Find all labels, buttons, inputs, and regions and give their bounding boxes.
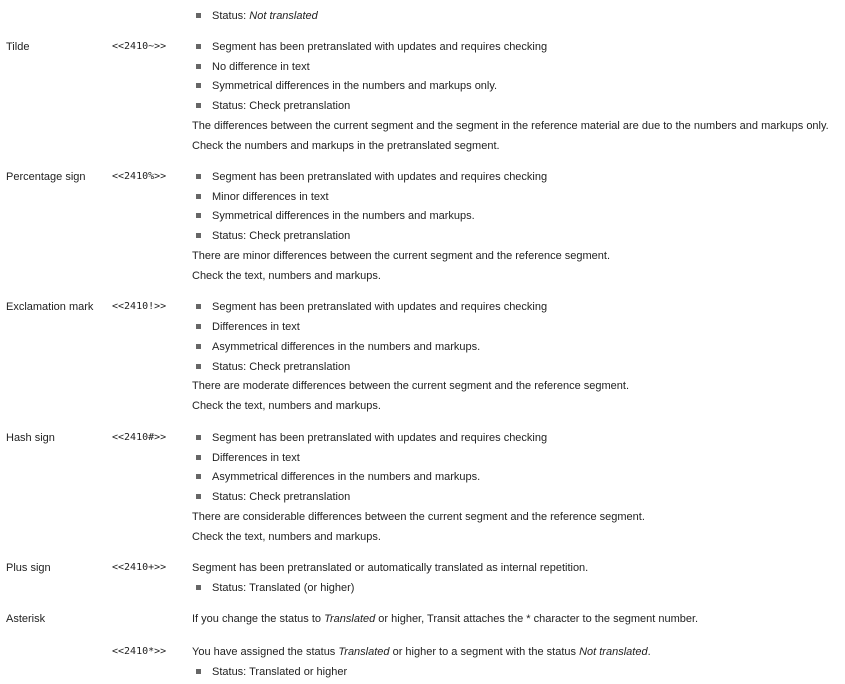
- bullet-marker: [196, 455, 201, 460]
- symbol-name-tilde: Tilde: [6, 41, 30, 53]
- bullet-marker: [196, 13, 201, 18]
- hash-bullet-3: Asymmetrical differences in the numbers and markups.: [212, 471, 481, 483]
- code-exclamation: <<2410!>>: [112, 301, 167, 312]
- bullet-marker: [196, 324, 201, 329]
- code-percentage: <<2410%>>: [112, 171, 167, 182]
- symbol-name-hash: Hash sign: [6, 432, 55, 444]
- tilde-paragraph-1: The differences between the current segment and the segment in the reference material are due to the numbers and markups only.: [192, 120, 829, 132]
- exclamation-bullet-4: Status: Check pretranslation: [212, 361, 351, 373]
- hash-bullet-1: Segment has been pretranslated with updates and requires checking: [212, 432, 548, 444]
- tilde-bullet-1: Segment has been pretranslated with updates and requires checking: [212, 41, 548, 53]
- bullet-marker: [196, 344, 201, 349]
- percent-paragraph-1: There are minor differences between the current segment and the reference segment.: [192, 250, 611, 262]
- bullet-marker: [196, 585, 201, 590]
- bullet-marker: [196, 213, 201, 218]
- code-plus: <<2410+>>: [112, 562, 167, 573]
- bullet-marker: [196, 435, 201, 440]
- exclamation-bullet-3: Asymmetrical differences in the numbers and markups.: [212, 341, 481, 353]
- exclamation-paragraph-1: There are moderate differences between the current segment and the reference segment.: [192, 380, 629, 392]
- bullet-marker: [196, 474, 201, 479]
- hash-paragraph-2: Check the text, numbers and markups.: [192, 531, 381, 543]
- plus-bullet-1: Status: Translated (or higher): [212, 582, 355, 594]
- tilde-bullet-4: Status: Check pretranslation: [212, 100, 351, 112]
- bullet-marker: [196, 669, 201, 674]
- hash-bullet-2: Differences in text: [212, 452, 300, 464]
- symbol-name-asterisk: Asterisk: [6, 613, 46, 625]
- code-asterisk: <<2410*>>: [112, 646, 167, 657]
- tilde-bullet-3: Symmetrical differences in the numbers and markups only.: [212, 80, 498, 92]
- percent-bullet-4: Status: Check pretranslation: [212, 230, 351, 242]
- bullet-marker: [196, 364, 201, 369]
- symbol-name-plus: Plus sign: [6, 562, 51, 574]
- code-tilde: <<2410~>>: [112, 41, 167, 52]
- asterisk-paragraph-2: You have assigned the status Translated or higher to a segment with the status Not translated.: [192, 646, 651, 658]
- exclamation-paragraph-2: Check the text, numbers and markups.: [192, 400, 381, 412]
- code-hash: <<2410#>>: [112, 432, 167, 443]
- bullet-marker: [196, 103, 201, 108]
- bullet-marker: [196, 64, 201, 69]
- bullet-marker: [196, 44, 201, 49]
- asterisk-bullet-1: Status: Translated or higher: [212, 666, 348, 678]
- bullet-marker: [196, 494, 201, 499]
- percent-bullet-3: Symmetrical differences in the numbers and markups.: [212, 210, 475, 222]
- bullet-marker: [196, 83, 201, 88]
- bullet-marker: [196, 233, 201, 238]
- percent-bullet-2: Minor differences in text: [212, 191, 329, 203]
- exclamation-bullet-2: Differences in text: [212, 321, 300, 333]
- tilde-bullet-2: No difference in text: [212, 61, 310, 73]
- plus-paragraph-1: Segment has been pretranslated or automatically translated as internal repetition.: [192, 562, 589, 574]
- top-status-line: Status: Not translated: [212, 10, 318, 22]
- hash-paragraph-1: There are considerable differences between the current segment and the reference segment.: [192, 511, 645, 523]
- percent-bullet-1: Segment has been pretranslated with updates and requires checking: [212, 171, 548, 183]
- bullet-marker: [196, 194, 201, 199]
- bullet-marker: [196, 174, 201, 179]
- hash-bullet-4: Status: Check pretranslation: [212, 491, 351, 503]
- symbol-name-exclamation: Exclamation mark: [6, 301, 94, 313]
- bullet-marker: [196, 304, 201, 309]
- symbol-name-percentage: Percentage sign: [6, 171, 86, 183]
- percent-paragraph-2: Check the text, numbers and markups.: [192, 270, 381, 282]
- asterisk-paragraph-1: If you change the status to Translated or higher, Transit attaches the * character to the segment number.: [192, 613, 699, 625]
- exclamation-bullet-1: Segment has been pretranslated with updates and requires checking: [212, 301, 548, 313]
- tilde-paragraph-2: Check the numbers and markups in the pretranslated segment.: [192, 140, 500, 152]
